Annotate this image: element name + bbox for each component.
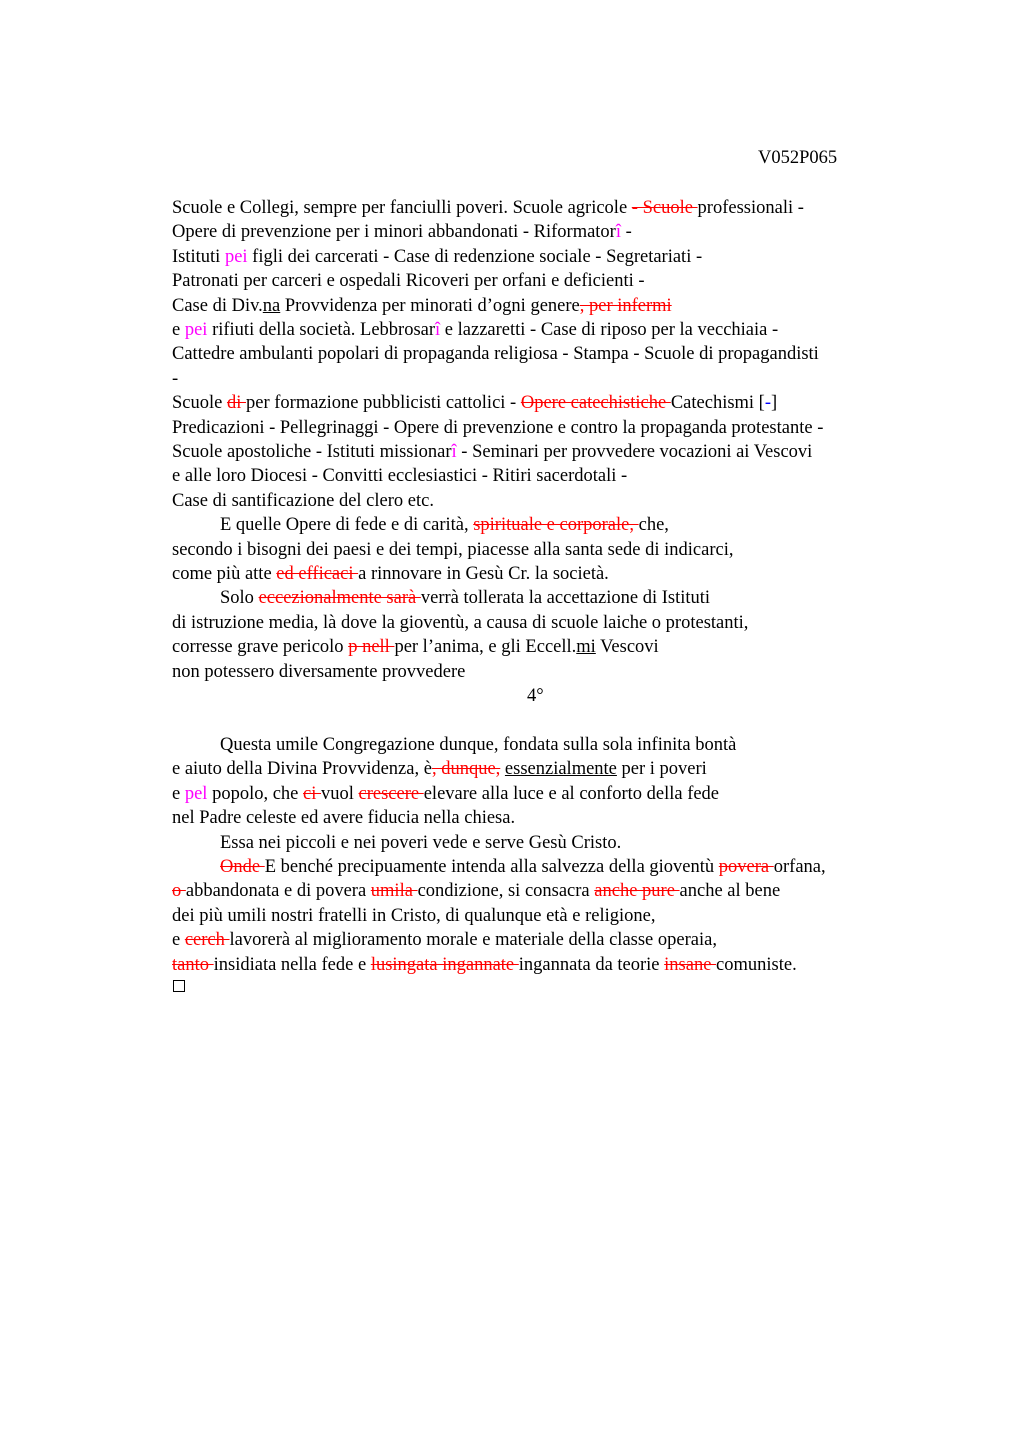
text-span: secondo i bisogni dei paesi e dei tempi, piacesse alla santa sede di indicarci, <box>172 539 734 560</box>
text-line <box>172 904 655 928</box>
text-span: verrà tollerata la accettazione di Istituti <box>420 588 711 609</box>
deleted-text: cerch <box>184 930 230 951</box>
editor-mark: pei <box>224 246 248 267</box>
text-span: e <box>172 930 185 951</box>
deleted-text: umila <box>370 881 418 902</box>
deleted-text: spirituale e corporale, <box>473 515 639 536</box>
text-line <box>172 416 823 440</box>
text-line <box>172 367 178 391</box>
text-span: di istruzione media, là dove la gioventù, a causa di scuole laiche o protestanti, <box>172 612 749 633</box>
text-span: e alle loro Diocesi - Convitti ecclesiastici - Ritiri sacerdotali - <box>172 466 628 487</box>
deleted-text: tanto <box>172 954 214 975</box>
text-span: Cattedre ambulanti popolari di propaganda religiosa - Stampa - Scuole di propagandisti <box>172 344 819 365</box>
text-span: non potessero diversamente provvedere <box>172 661 466 682</box>
deleted-text: crescere <box>358 783 424 804</box>
text-span: - Seminari per provvedere vocazioni ai Vescovi <box>456 442 813 462</box>
text-line <box>172 196 804 220</box>
deleted-text: ed efficaci <box>276 564 359 584</box>
editor-mark: pei <box>184 320 208 340</box>
text-span: dei più umili nostri fratelli in Cristo, di qualunque età e religione, <box>172 905 656 926</box>
text-line <box>172 294 672 318</box>
text-span: Scuole <box>172 393 227 414</box>
text-line <box>172 928 717 952</box>
page-id: V052P065 <box>758 148 838 168</box>
text-span: a rinnovare in Gesù Cr. la società. <box>358 564 609 584</box>
deleted-text: - Scuole <box>631 198 698 218</box>
text-line <box>220 513 669 537</box>
text-span: per l’anima, e gli Eccell. <box>394 637 577 658</box>
text-span: E benché precipuamente intenda alla salvezza della gioventù <box>264 857 719 877</box>
text-line <box>172 245 702 269</box>
text-span: ] <box>771 393 778 414</box>
text-line <box>220 831 621 855</box>
text-span: per formazione pubblicisti cattolici - <box>246 393 521 414</box>
text-span: anche al bene <box>679 881 781 902</box>
text-line <box>172 660 465 684</box>
editor-mark: î <box>435 320 441 340</box>
deleted-text: Onde <box>220 857 265 877</box>
text-span: rifiuti della società. Lebbrosar <box>207 320 436 340</box>
text-span: per i poveri <box>616 759 707 780</box>
deleted-text: di <box>226 393 246 414</box>
text-line <box>172 489 434 513</box>
editor-mark: î <box>451 442 457 462</box>
text-line <box>220 855 826 879</box>
text-line <box>172 342 819 366</box>
deleted-text: , per infermi <box>579 295 672 316</box>
text-span: figli dei carcerati - Case di redenzione sociale - Segretariati - <box>247 246 703 267</box>
text-span: Patronati per carceri e ospedali Ricoveri per orfani e deficienti - <box>172 271 645 292</box>
text-line <box>172 757 707 781</box>
text-span: Vescovi <box>595 637 659 658</box>
text-span: Essa nei piccoli e nei poveri vede e serve Gesù Cristo. <box>220 832 622 853</box>
text-span: vuol <box>321 783 359 804</box>
deleted-text: , dunque, <box>431 759 501 780</box>
text-line <box>172 953 797 977</box>
text-line <box>172 635 659 659</box>
text-span: come più atte <box>172 564 277 584</box>
text-span: Opere di prevenzione per i minori abbandonati - Riformator <box>172 222 616 243</box>
text-span: Scuole apostoliche - Istituti missionar <box>172 442 452 462</box>
text-span: insidiata nella fede e <box>213 954 371 975</box>
text-span: popolo, che <box>207 783 304 804</box>
text-span: Solo <box>220 588 259 609</box>
editor-mark: î <box>615 222 621 243</box>
text-line <box>172 879 780 903</box>
text-line <box>172 220 632 244</box>
text-line <box>172 269 645 293</box>
text-line <box>172 806 515 830</box>
underlined-text: mi <box>576 637 596 658</box>
text-span: professionali - <box>697 198 804 218</box>
underlined-text: na <box>262 295 281 316</box>
text-span: corresse grave pericolo <box>172 637 349 658</box>
text-span: Predicazioni - Pellegrinaggi - Opere di prevenzione e contro la propaganda protestante - <box>172 417 824 438</box>
deleted-text: Opere catechistiche <box>520 393 671 414</box>
text-span: E quelle Opere di fede e di carità, <box>220 515 474 536</box>
text-span: comuniste. <box>716 954 797 975</box>
text-span: e aiuto della Divina Provvidenza, è <box>172 759 432 780</box>
text-span: elevare alla luce e al conforto della fede <box>423 783 720 804</box>
underlined-text: essenzialmente <box>504 759 617 780</box>
deleted-text: insane <box>664 954 717 975</box>
text-span: Questa umile Congregazione dunque, fondata sulla sola infinita bontà <box>220 735 737 755</box>
section-number: 4° <box>527 686 544 706</box>
deleted-text: o <box>172 881 186 902</box>
text-span: nel Padre celeste ed avere fiducia nella chiesa. <box>172 808 516 829</box>
text-line <box>172 318 778 342</box>
deleted-text: eccezionalmente sarà <box>258 588 421 609</box>
text-line <box>172 782 719 806</box>
text-span: Provvidenza per minorati d’ogni genere <box>280 295 580 316</box>
text-line <box>172 562 609 586</box>
text-span: Case di santificazione del clero etc. <box>172 490 434 511</box>
text-line <box>172 611 748 635</box>
text-line <box>172 464 627 488</box>
text-span: lavorerà al miglioramento morale e materiale della classe operaia, <box>229 930 717 951</box>
deleted-text: ci <box>303 783 321 804</box>
text-line <box>172 391 777 415</box>
deleted-text: lusingata ingannate <box>370 954 519 975</box>
text-span: e lazzaretti - Case di riposo per la vecchiaia - <box>440 320 779 340</box>
text-span: e <box>172 320 185 340</box>
text-span: orfana, <box>773 857 826 877</box>
deleted-text: povera <box>718 857 774 877</box>
text-span: ingannata da teorie <box>518 954 665 975</box>
text-line <box>220 586 710 610</box>
editor-mark: pel <box>184 783 208 804</box>
text-span: Scuole e Collegi, sempre per fanciulli poveri. Scuole agricole <box>172 198 632 218</box>
text-span: abbandonata e di povera <box>185 881 371 902</box>
text-span: Case di Div. <box>172 295 263 316</box>
text-line <box>172 538 734 562</box>
text-span: Catechismi [ <box>670 393 765 414</box>
end-box-icon <box>173 980 185 992</box>
text-span: e <box>172 783 185 804</box>
text-line <box>220 733 736 757</box>
editor-mark: - <box>764 393 772 414</box>
deleted-text: anche pure <box>594 881 680 902</box>
text-span: che, <box>638 515 669 536</box>
text-span: - <box>172 368 179 389</box>
text-span: Istituti <box>172 246 225 267</box>
text-span: condizione, si consacra <box>417 881 595 902</box>
text-span: - <box>621 222 632 243</box>
deleted-text: p nell <box>348 637 395 658</box>
text-line <box>172 440 812 464</box>
